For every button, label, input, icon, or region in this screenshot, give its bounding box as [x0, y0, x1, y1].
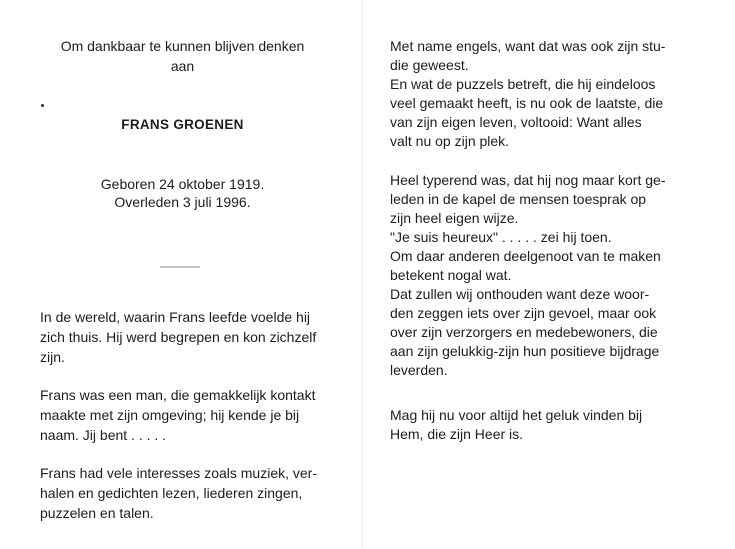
right-p1-line-6: valt nu op zijn plek.	[390, 133, 510, 149]
right-p2-line-1: Heel typerend was, dat hij nog maar kort ge-	[390, 172, 666, 188]
deceased-name: FRANS GROENEN	[121, 117, 244, 132]
intro-line-1: Om dankbaar te kunnen blijven denken	[60, 38, 305, 54]
stray-dot	[41, 104, 44, 107]
right-p1-line-3: En wat de puzzels betreft, die hij eindeloos	[390, 76, 656, 92]
death-date: Overleden 3 juli 1996.	[114, 194, 251, 210]
right-p1-line-5: van zijn eigen leven, voltooid: Want alles	[390, 114, 642, 130]
right-p1-line-4: veel gemaakt heeft, is nu ook de laatste, die	[390, 95, 664, 111]
right-page	[362, 0, 735, 549]
right-p2-line-2: leden in de kapel de mensen toesprak op	[390, 191, 647, 207]
left-p3-line-3: puzzelen en talen.	[40, 505, 154, 521]
left-p1-line-3: zijn.	[40, 349, 65, 365]
right-p2-line-6: betekent nogal wat.	[390, 267, 512, 283]
right-p2-line-10: aan zijn gelukkig-zijn hun positieve bijdrage	[390, 343, 660, 359]
right-p2-line-11: leverden.	[390, 362, 448, 378]
left-p3-line-1: Frans had vele interesses zoals muziek, ver-	[40, 465, 317, 481]
left-p2-line-1: Frans was een man, die gemakkelijk kontakt	[40, 387, 316, 403]
right-p1-line-1: Met name engels, want dat was ook zijn stu-	[390, 38, 666, 54]
right-p2-line-5: Om daar anderen deelgenoot van te maken	[390, 248, 661, 264]
intro-line-2: aan	[170, 58, 195, 74]
right-p2-line-3: zijn heel eigen wijze.	[390, 210, 519, 226]
left-p1-line-2: zich thuis. Hij werd begrepen en kon zichzelf	[40, 329, 317, 345]
right-p2-line-4: "Je suis heureux" . . . . . zei hij toen.	[390, 229, 612, 245]
left-page	[0, 0, 362, 549]
right-p2-line-9: over zijn verzorgers en medebewoners, die	[390, 324, 658, 340]
left-p3-line-2: halen en gedichten lezen, liederen zingen,	[40, 485, 303, 501]
right-p3-line-1: Mag hij nu voor altijd het geluk vinden bij	[390, 407, 643, 423]
right-p2-line-7: Dat zullen wij onthouden want deze woor-	[390, 286, 650, 302]
right-p3-line-2: Hem, die zijn Heer is.	[390, 426, 524, 442]
left-p2-line-2: maakte met zijn omgeving; hij kende je bij	[40, 407, 300, 423]
ornament-divider	[160, 266, 200, 268]
left-p2-line-3: naam. Jij bent . . . . .	[40, 427, 167, 443]
left-p1-line-1: In de wereld, waarin Frans leefde voelde hij	[40, 309, 311, 325]
right-p1-line-2: die geweest.	[390, 57, 469, 73]
right-p2-line-8: den zeggen iets over zijn gevoel, maar ook	[390, 305, 657, 321]
birth-date: Geboren 24 oktober 1919.	[100, 176, 265, 192]
